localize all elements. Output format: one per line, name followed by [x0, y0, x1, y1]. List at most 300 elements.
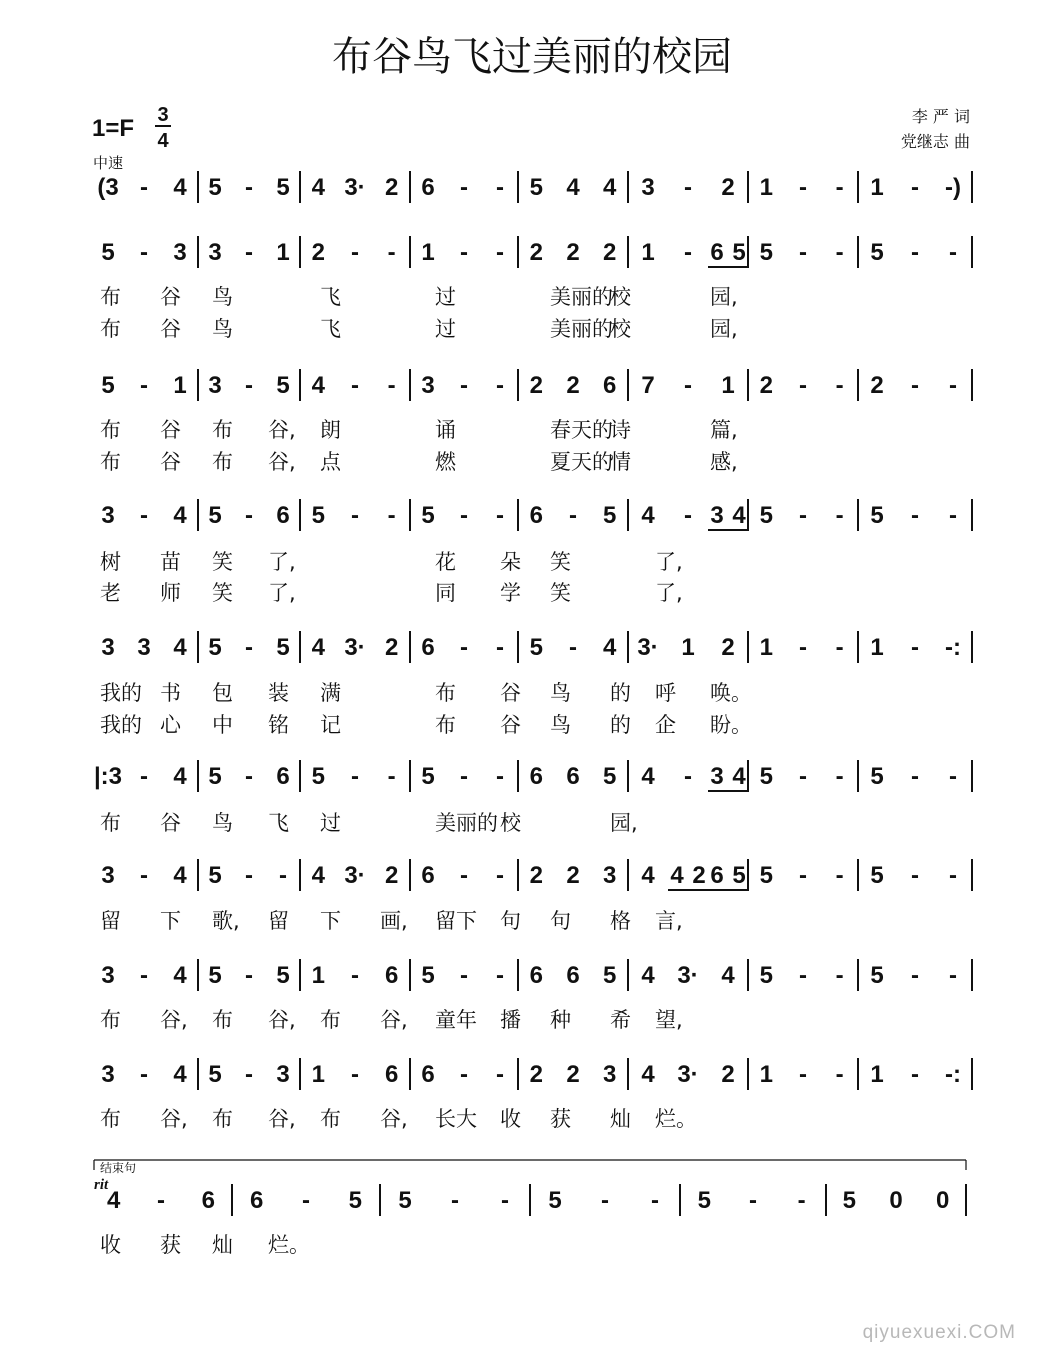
extension-dash: -: [460, 962, 468, 989]
note: 5: [870, 962, 884, 989]
key-signature: 1=F: [92, 115, 135, 142]
lyric-syllable: 中: [212, 713, 233, 737]
lyric-syllable: 笑: [212, 550, 233, 574]
note: 1: [870, 1061, 884, 1088]
extension-dash: -: [387, 239, 396, 266]
lyric-syllable: 谷,: [268, 418, 296, 442]
lyric-syllable: 感,: [710, 450, 738, 474]
note: 5: [101, 239, 115, 266]
lyric-syllable: 布: [100, 418, 121, 442]
note: 3: [710, 763, 724, 790]
lyric-syllable: 装: [268, 681, 289, 705]
extension-dash: -: [496, 1061, 504, 1088]
lyric-syllable: 画,: [380, 909, 408, 933]
lyric-syllable: 谷: [160, 285, 181, 309]
note: 3: [101, 502, 115, 529]
extension-dash: -: [835, 862, 844, 889]
lyric-syllable: 花: [435, 550, 456, 574]
lyric-syllable: 种: [550, 1008, 571, 1032]
lyric-syllable: 校: [610, 317, 631, 341]
note: 3: [602, 862, 617, 889]
extension-dash: -: [451, 1187, 459, 1214]
note: 4: [721, 962, 735, 989]
note: 5: [208, 763, 222, 790]
lyric-syllable: 布: [100, 1107, 121, 1131]
note: 4: [173, 962, 187, 989]
note: 1: [311, 962, 326, 989]
note: 3: [602, 1061, 617, 1088]
note: 1: [421, 239, 435, 266]
note: 1: [641, 239, 655, 266]
extension-dash: -: [496, 962, 504, 989]
lyric-syllable: 诗: [610, 418, 631, 442]
lyric-syllable: 望,: [655, 1008, 683, 1032]
lyric-syllable: 留: [268, 909, 289, 933]
note: 5: [276, 372, 290, 399]
composer-credit: 党继志 曲: [900, 132, 970, 151]
lyric-syllable: 美丽的: [550, 285, 613, 309]
extension-dash: -: [496, 502, 504, 529]
lyric-syllable: 鸟: [550, 681, 571, 705]
lyric-syllable: 包: [212, 681, 233, 705]
note: 1: [870, 174, 884, 201]
lyric-syllable: 鸟: [212, 317, 233, 341]
note: 5: [870, 502, 884, 529]
lyric-syllable: 朵: [500, 550, 521, 574]
note: -:: [945, 634, 961, 661]
notation-row: [100, 631, 972, 737]
note: 6: [421, 862, 435, 889]
lyric-syllable: 了,: [268, 550, 296, 574]
lyric-syllable: 篇,: [710, 418, 738, 442]
note: 6: [384, 1061, 399, 1088]
lyric-syllable: 谷: [160, 317, 181, 341]
lyric-syllable: 谷: [160, 450, 181, 474]
lyric-syllable: 获: [160, 1233, 181, 1257]
notation-row: [100, 959, 972, 1032]
note: 5: [208, 1061, 222, 1088]
extension-dash: -: [140, 862, 148, 889]
note: 5: [311, 502, 326, 529]
extension-dash: -: [460, 862, 468, 889]
note: 5: [759, 239, 774, 266]
note: -): [945, 174, 961, 201]
lyric-syllable: 了,: [655, 581, 683, 605]
lyric-syllable: 布: [212, 1008, 233, 1032]
extension-dash: -: [245, 174, 253, 201]
note: 6: [529, 962, 544, 989]
extension-dash: -: [460, 634, 468, 661]
lyric-syllable: 春天的: [550, 418, 613, 442]
note: 5: [421, 962, 435, 989]
lyric-syllable: 留下: [435, 909, 477, 933]
extension-dash: -: [799, 1061, 807, 1088]
note: 3·: [344, 862, 366, 889]
extension-dash: -: [684, 763, 692, 790]
note: 4: [173, 862, 187, 889]
lyric-syllable: 谷: [160, 811, 181, 835]
notation-row: [100, 499, 972, 605]
extension-dash: -: [387, 502, 396, 529]
note: 4: [566, 174, 580, 201]
lyric-syllable: 谷: [160, 418, 181, 442]
extension-dash: -: [351, 502, 359, 529]
note: 5: [842, 1187, 857, 1214]
lyric-syllable: 下: [320, 909, 341, 933]
note: 5: [208, 174, 222, 201]
extension-dash: -: [245, 763, 253, 790]
extension-dash: -: [351, 962, 359, 989]
note: 1: [759, 174, 774, 201]
lyric-syllable: 谷,: [380, 1107, 408, 1131]
note: 3·: [677, 1061, 699, 1088]
lyric-syllable: 希: [610, 1008, 631, 1032]
lyric-syllable: 收: [100, 1233, 121, 1257]
note: 6: [201, 1187, 216, 1214]
note: 2: [721, 1061, 735, 1088]
coda-label: 结束句: [100, 1161, 137, 1175]
lyric-syllable: 校: [610, 285, 631, 309]
lyric-syllable: 谷,: [268, 450, 296, 474]
lyric-syllable: 长大: [435, 1107, 477, 1131]
extension-dash: -: [140, 372, 148, 399]
extension-dash: -: [799, 634, 807, 661]
note: 3: [421, 372, 435, 399]
lyric-syllable: 企: [655, 713, 676, 737]
extension-dash: -: [496, 634, 504, 661]
lyric-syllable: 获: [550, 1107, 571, 1131]
lyric-syllable: 谷,: [160, 1008, 188, 1032]
lyric-syllable: 燃: [435, 450, 456, 474]
note: 6: [421, 174, 435, 201]
lyric-syllable: 过: [435, 317, 456, 341]
note: 5: [732, 239, 746, 266]
lyric-syllable: 句: [550, 909, 571, 933]
note: 2: [692, 862, 706, 889]
notation-row: [100, 369, 972, 474]
note: 5: [348, 1187, 363, 1214]
note: 3: [641, 174, 655, 201]
note: 4: [641, 962, 655, 989]
lyric-syllable: 满: [320, 681, 341, 705]
extension-dash: -: [351, 239, 359, 266]
lyric-syllable: 唤。: [710, 681, 752, 705]
note: 2: [566, 372, 580, 399]
lyric-syllable: 书: [160, 681, 181, 705]
note: 6: [421, 634, 435, 661]
extension-dash: -: [279, 862, 287, 889]
extension-dash: -: [157, 1187, 165, 1214]
extension-dash: -: [460, 763, 468, 790]
lyric-syllable: 布: [100, 811, 121, 835]
extension-dash: -: [140, 763, 148, 790]
extension-dash: -: [911, 239, 919, 266]
note: 6: [421, 1061, 435, 1088]
notation-row: [100, 236, 972, 341]
note: 2: [529, 862, 544, 889]
lyric-syllable: 布: [212, 418, 233, 442]
lyric-syllable: 布: [320, 1107, 341, 1131]
note: 1: [311, 1061, 326, 1088]
lyric-syllable: 格: [610, 909, 631, 933]
extension-dash: -: [460, 502, 468, 529]
extension-dash: -: [140, 962, 148, 989]
note: -:: [945, 1061, 961, 1088]
note: 2: [602, 239, 617, 266]
note: 6: [529, 502, 544, 529]
lyric-syllable: 童年: [435, 1008, 477, 1032]
note: 4: [670, 862, 684, 889]
note: 5: [311, 763, 326, 790]
extension-dash: -: [835, 763, 844, 790]
extension-dash: -: [799, 174, 807, 201]
extension-dash: -: [496, 763, 504, 790]
extension-dash: -: [835, 634, 844, 661]
extension-dash: -: [949, 372, 957, 399]
note: 5: [421, 763, 435, 790]
note: 3: [101, 634, 115, 661]
extension-dash: -: [245, 862, 253, 889]
extension-dash: -: [684, 239, 692, 266]
note: 5: [870, 763, 884, 790]
score-header: [92, 34, 970, 172]
extension-dash: -: [460, 239, 468, 266]
note: 0: [889, 1187, 903, 1214]
extension-dash: -: [387, 763, 396, 790]
song-title: 布谷鸟飞过美丽的校园: [332, 34, 732, 80]
extension-dash: -: [835, 239, 844, 266]
lyric-syllable: 我的: [100, 681, 142, 705]
lyric-syllable: 过: [320, 811, 341, 835]
note: 2: [721, 174, 735, 201]
tempo-marking: 中速: [93, 154, 124, 172]
extension-dash: -: [799, 372, 807, 399]
extension-dash: -: [569, 502, 577, 529]
lyric-syllable: 情: [610, 450, 631, 474]
extension-dash: -: [911, 962, 919, 989]
note: 5: [870, 239, 884, 266]
note: 4: [173, 634, 187, 661]
lyric-syllable: 灿: [212, 1233, 233, 1257]
note: 5: [208, 862, 222, 889]
lyric-syllable: 布: [100, 450, 121, 474]
notation-row: [100, 1184, 966, 1257]
lyric-syllable: 布: [212, 1107, 233, 1131]
note: 6: [566, 962, 580, 989]
note: 3: [101, 862, 115, 889]
lyric-syllable: 铭: [268, 713, 289, 737]
note: 5: [602, 502, 617, 529]
lyric-syllable: 鸟: [212, 285, 233, 309]
note: 5: [398, 1187, 412, 1214]
lyric-syllable: 下: [160, 909, 181, 933]
extension-dash: -: [496, 862, 504, 889]
lyric-syllable: 布: [435, 681, 456, 705]
note: 5: [276, 634, 290, 661]
note: 4: [311, 372, 326, 399]
lyric-syllable: 歌,: [212, 909, 240, 933]
note: 6: [602, 372, 617, 399]
note: 6: [249, 1187, 264, 1214]
note: 3: [137, 634, 151, 661]
note: |:3: [93, 763, 123, 790]
note: 3: [101, 962, 115, 989]
note: 5: [276, 962, 290, 989]
note: 4: [641, 862, 655, 889]
lyric-syllable: 笑: [212, 581, 233, 605]
lyric-syllable: 烂。: [655, 1107, 697, 1131]
extension-dash: -: [569, 634, 577, 661]
note: 1: [759, 634, 774, 661]
lyric-syllable: 夏天的: [550, 450, 613, 474]
lyric-syllable: 谷: [500, 713, 521, 737]
lyric-syllable: 谷,: [380, 1008, 408, 1032]
note: 4: [602, 634, 617, 661]
lyric-syllable: 园,: [710, 285, 738, 309]
lyric-syllable: 句: [500, 909, 521, 933]
note: 2: [529, 239, 544, 266]
extension-dash: -: [949, 862, 957, 889]
note: 2: [566, 862, 580, 889]
extension-dash: -: [351, 763, 359, 790]
lyric-syllable: 点: [320, 450, 341, 474]
note: 5: [697, 1187, 712, 1214]
extension-dash: -: [911, 763, 919, 790]
lyric-syllable: 播: [500, 1008, 521, 1032]
lyric-syllable: 园,: [610, 811, 638, 835]
lyric-syllable: 布: [100, 285, 121, 309]
note: 1: [681, 634, 695, 661]
extension-dash: -: [835, 1061, 844, 1088]
notation-row: [100, 859, 972, 933]
extension-dash: -: [496, 372, 504, 399]
note: 0: [935, 1187, 950, 1214]
lyricist-credit: 李 严 词: [911, 107, 970, 126]
extension-dash: -: [460, 372, 468, 399]
extension-dash: -: [684, 502, 692, 529]
extension-dash: -: [835, 502, 844, 529]
note: 2: [721, 634, 735, 661]
extension-dash: -: [799, 239, 807, 266]
extension-dash: -: [799, 502, 807, 529]
ritardando-marking: rit: [94, 1177, 109, 1193]
lyric-syllable: 了,: [268, 581, 296, 605]
extension-dash: -: [911, 372, 919, 399]
note: 6: [710, 239, 724, 266]
extension-dash: -: [651, 1187, 659, 1214]
lyric-syllable: 谷: [500, 681, 521, 705]
lyric-syllable: 了,: [655, 550, 683, 574]
lyric-syllable: 呼: [655, 681, 676, 705]
extension-dash: -: [496, 174, 504, 201]
note: 5: [759, 502, 774, 529]
note: 4: [641, 763, 655, 790]
note: 5: [101, 372, 115, 399]
notation-row: [100, 1058, 972, 1131]
lyric-syllable: 笑: [550, 550, 571, 574]
note: 1: [870, 634, 884, 661]
note: 3·: [637, 634, 659, 661]
note: 6: [276, 502, 290, 529]
lyric-syllable: 鸟: [212, 811, 233, 835]
extension-dash: -: [799, 763, 807, 790]
note: 5: [208, 502, 222, 529]
note: 2: [566, 239, 580, 266]
extension-dash: -: [911, 1061, 919, 1088]
lyric-syllable: 飞: [320, 317, 341, 341]
extension-dash: -: [949, 962, 957, 989]
note: 4: [173, 502, 187, 529]
note: 5: [602, 763, 617, 790]
note: 2: [384, 862, 399, 889]
note: 5: [732, 862, 746, 889]
lyric-syllable: 笑: [550, 581, 571, 605]
extension-dash: -: [835, 962, 844, 989]
note: 5: [759, 862, 774, 889]
note: 6: [566, 763, 580, 790]
note: 5: [421, 502, 435, 529]
lyric-syllable: 布: [212, 450, 233, 474]
note: 5: [602, 962, 617, 989]
note: 4: [732, 763, 746, 790]
watermark: qiyuexuexi.COM: [862, 1322, 1016, 1343]
note: 4: [173, 174, 187, 201]
extension-dash: -: [835, 372, 844, 399]
note: 5: [529, 634, 544, 661]
notation-row: [97, 171, 972, 203]
lyric-syllable: 过: [435, 285, 456, 309]
lyric-syllable: 盼。: [710, 713, 752, 737]
lyric-syllable: 布: [100, 317, 121, 341]
note: 5: [759, 962, 774, 989]
extension-dash: -: [245, 1061, 253, 1088]
extension-dash: -: [949, 239, 957, 266]
note: 3: [101, 1061, 115, 1088]
lyric-syllable: 师: [160, 581, 181, 605]
time-signature-top: 3: [157, 104, 169, 126]
note: (3: [97, 174, 119, 201]
extension-dash: -: [799, 862, 807, 889]
note: 4: [311, 862, 326, 889]
note: 1: [173, 372, 187, 399]
note: 4: [106, 1187, 121, 1214]
extension-dash: -: [460, 1061, 468, 1088]
lyric-syllable: 飞: [320, 285, 341, 309]
extension-dash: -: [797, 1187, 806, 1214]
note: 4: [641, 502, 655, 529]
lyric-syllable: 我的: [100, 713, 142, 737]
note: 4: [311, 174, 326, 201]
note: 2: [759, 372, 774, 399]
lyric-syllable: 布: [435, 713, 456, 737]
note: 4: [602, 174, 617, 201]
lyric-syllable: 谷,: [268, 1008, 296, 1032]
extension-dash: -: [911, 174, 919, 201]
extension-dash: -: [245, 502, 253, 529]
lyric-syllable: 学: [500, 581, 521, 605]
lyric-syllable: 收: [500, 1107, 521, 1131]
note: 3: [710, 502, 724, 529]
lyric-syllable: 飞: [268, 811, 289, 835]
extension-dash: -: [351, 1061, 359, 1088]
note: 4: [173, 1061, 187, 1088]
lyric-syllable: 的: [610, 681, 631, 705]
lyric-syllable: 校: [500, 811, 521, 835]
lyric-syllable: 谷,: [268, 1107, 296, 1131]
extension-dash: -: [387, 372, 396, 399]
extension-dash: -: [496, 239, 504, 266]
extension-dash: -: [911, 862, 919, 889]
